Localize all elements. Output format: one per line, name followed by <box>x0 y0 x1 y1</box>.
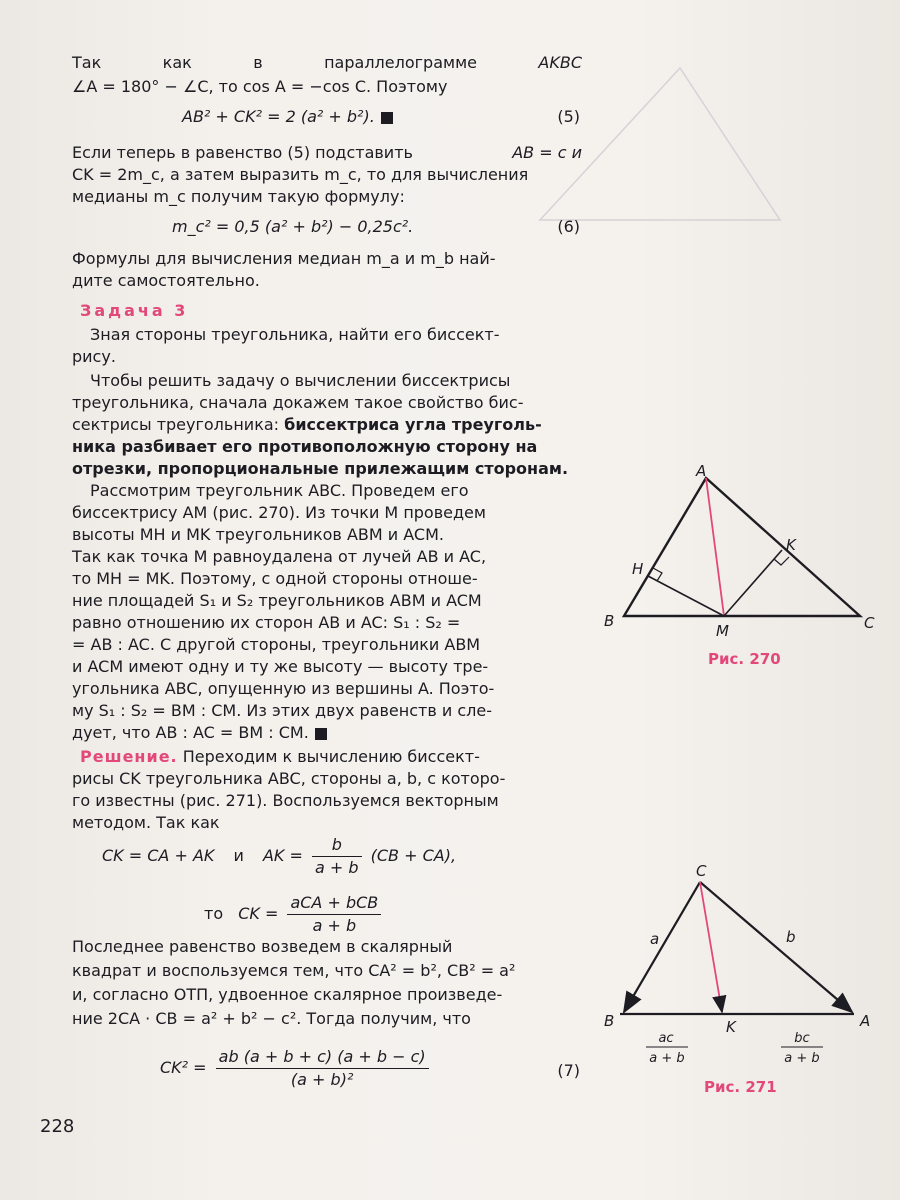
vector-eq-right-rhs: (CB + CA), <box>370 846 457 865</box>
fraction-ka-den: a + b <box>784 1051 820 1066</box>
figure-271 <box>598 854 888 1104</box>
figure-270 <box>598 460 888 670</box>
word: AKBC <box>538 53 582 72</box>
label-a: A <box>696 462 707 480</box>
para2-line-i: и ACM имеют одну и ту же высоту — высоту тре- <box>72 657 489 676</box>
task-3-heading: Задача 3 <box>80 301 189 320</box>
label-k: K <box>726 1018 736 1036</box>
para2-line-g: равно отношению их сторон AB и AC: S₁ : S₂ = <box>72 613 461 632</box>
denominator: a + b <box>315 858 359 877</box>
text-span: сектрисы треугольника: <box>72 415 280 434</box>
solution-line-b: рисы CK треугольника ABC, стороны a, b, c которо- <box>72 769 506 788</box>
line-1 <box>72 52 582 74</box>
line-5a: Формулы для вычисления медиан m_a и m_b най- <box>72 249 496 268</box>
text-span: Последнее равенство возведем в скалярный <box>72 937 453 956</box>
para2-line-h: = AB : AC. С другой стороны, треугольники ABM <box>72 635 481 654</box>
label-b: B <box>604 1012 615 1030</box>
caption-271: Рис. 271 <box>704 1078 777 1096</box>
line-5b: дите самостоятельно. <box>72 271 260 290</box>
vector-ck <box>700 882 722 1012</box>
vector-eq-right-lhs: AK = <box>262 846 303 865</box>
label-h: H <box>632 560 644 578</box>
text-span: Переходим к вычислению биссект- <box>182 747 480 766</box>
vector-equation-1 <box>102 834 456 879</box>
page-number: 228 <box>40 1116 75 1137</box>
line-4c: медианы m_c получим такую формулу: <box>72 187 405 206</box>
para1-line-e: отрезки, пропорциональные прилежащим сторонам. <box>72 459 569 478</box>
bisector-am <box>706 478 724 616</box>
para1-line-d: ника разбивает его противоположную сторону на <box>72 437 538 456</box>
denominator: (a + b)² <box>290 1070 354 1089</box>
vector-eq-left: CK = CA + AK <box>102 846 215 865</box>
para3-line-d: ние 2CA · CB = a² + b² − c². Тогда получим, что <box>72 1009 471 1028</box>
altitude-mk <box>724 550 782 616</box>
end-of-proof-square <box>315 728 327 740</box>
label-side-a: a <box>650 930 660 948</box>
para2-line-c: высоты MH и MK треугольников ABM и ACM. <box>72 525 444 544</box>
para1-line-c <box>72 414 542 436</box>
equation-5-number: (5) <box>557 107 580 126</box>
para2-line-b: биссектрису AM (рис. 270). Из точки M проведем <box>72 503 486 522</box>
text-span: AB = c и <box>512 143 582 162</box>
line-4b: CK = 2m_c, а затем выразить m_c, то для вычисления <box>72 165 529 184</box>
solution-heading: Решение. <box>80 747 178 766</box>
conjunction: то <box>204 904 224 923</box>
equation-7-number: (7) <box>557 1061 580 1080</box>
label-b: B <box>604 612 615 630</box>
solution-line-a <box>80 746 480 768</box>
para2-line-f: ние площадей S₁ и S₂ треугольников ABM и ACM <box>72 591 482 610</box>
fraction <box>312 834 362 879</box>
denominator: a + b <box>312 916 357 935</box>
text-span: Если теперь в равенство (5) подставить <box>72 143 413 162</box>
fraction <box>216 1046 429 1091</box>
equation-7-lhs: CK² = <box>160 1058 207 1077</box>
word: параллелограмме <box>324 53 477 72</box>
word: Так <box>72 53 102 72</box>
fraction-bk-den: a + b <box>649 1051 685 1066</box>
caption-270: Рис. 270 <box>708 650 781 668</box>
vector-equation-2 <box>204 892 385 937</box>
fraction-bk-num: ac <box>658 1031 674 1046</box>
para2-line-a: Рассмотрим треугольник ABC. Проведем его <box>90 481 469 500</box>
label-c: C <box>696 862 707 880</box>
bold-theorem-span: биссектриса угла треуголь- <box>284 415 542 434</box>
vector-eq2-lhs: CK = <box>238 904 279 923</box>
solution-line-c: го известны (рис. 271). Воспользуемся векторным <box>72 791 499 810</box>
numerator: aCA + bCB <box>287 892 381 915</box>
line-4a <box>72 142 582 164</box>
label-side-b: b <box>786 928 796 946</box>
word: как <box>162 53 192 72</box>
label-k: K <box>786 536 796 554</box>
fraction-ka-num: bc <box>794 1031 810 1046</box>
label-m: M <box>716 622 729 640</box>
end-of-proof-square <box>381 112 393 124</box>
task-text-b: рису. <box>72 347 116 366</box>
para3-line-c: и, согласно ОТП, удвоенное скалярное произведе- <box>72 985 503 1004</box>
right-angle-k <box>774 557 789 565</box>
text-span: дует, что AB : AC = BM : CM. <box>72 723 309 742</box>
equation-6: m_c² = 0,5 (a² + b²) − 0,25c². <box>172 217 414 236</box>
vector-ca <box>700 882 852 1012</box>
numerator: ab (a + b + c) (a + b − c) <box>216 1046 429 1069</box>
conjunction: и <box>233 846 244 865</box>
word: в <box>253 53 263 72</box>
line-2: ∠A = 180° − ∠C, то cos A = −cos C. Поэтому <box>72 77 448 96</box>
equation-6-number: (6) <box>557 217 580 236</box>
equation-7 <box>160 1046 433 1091</box>
label-a: A <box>860 1012 871 1030</box>
para2-line-l <box>72 722 327 744</box>
para1-line-b: треугольника, сначала докажем такое свойство бис- <box>72 393 524 412</box>
task-text-a: Зная стороны треугольника, найти его биссект- <box>90 325 500 344</box>
para2-line-d: Так как точка M равноудалена от лучей AB и AC, <box>72 547 487 566</box>
para2-line-j: угольника ABC, опущенную из вершины A. Поэто- <box>72 679 495 698</box>
para3-line-b: квадрат и воспользуемся тем, что CA² = b², CB² = a² <box>72 961 516 980</box>
main-text-column <box>72 44 582 1104</box>
solution-line-d: методом. Так как <box>72 813 220 832</box>
para1-line-a: Чтобы решить задачу о вычислении биссектрисы <box>90 371 511 390</box>
equation-5-text: AB² + CK² = 2 (a² + b²). <box>182 107 375 126</box>
para2-line-k: му S₁ : S₂ = BM : CM. Из этих двух равенств и сле- <box>72 701 492 720</box>
altitude-mh <box>648 576 724 616</box>
numerator: b <box>312 834 362 857</box>
para3-line-a <box>72 936 582 958</box>
para2-line-e: то MH = MK. Поэтому, с одной стороны отноше- <box>72 569 478 588</box>
fraction <box>287 892 381 937</box>
equation-5 <box>182 106 393 128</box>
label-c: C <box>864 614 875 632</box>
vector-cb <box>624 882 700 1012</box>
